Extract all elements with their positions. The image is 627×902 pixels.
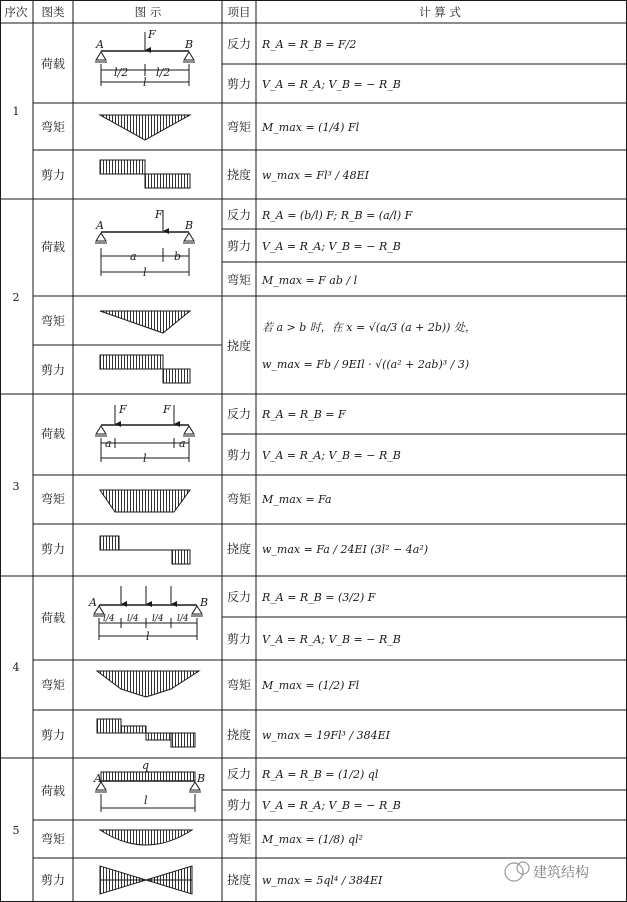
label-b-2: b <box>174 250 182 263</box>
seq-1: 1 <box>12 105 20 118</box>
formula-2-deflection: w_max = Fb / 9EIl · √((a² + 2ab)³ / 3) <box>262 358 470 371</box>
label-span-5: l <box>144 794 148 807</box>
diagram-5-shear <box>100 866 192 894</box>
watermark-text: 建筑结构 <box>533 865 589 881</box>
header-item: 项目 <box>227 5 251 19</box>
label-A: A <box>96 38 104 51</box>
item-deflection-2: 挠度 <box>226 339 252 353</box>
header-category: 图类 <box>41 5 65 19</box>
item-shear-1: 剪力 <box>226 77 252 91</box>
header-formula: 计 算 式 <box>419 5 461 19</box>
formula-3-deflection: w_max = Fa / 24EI (3l² − 4a²) <box>262 543 429 556</box>
formula-5-moment: M_max = (1/8) ql² <box>262 833 363 846</box>
seq-5: 5 <box>12 824 20 837</box>
seq-3: 3 <box>12 480 20 493</box>
seq-4: 4 <box>12 661 20 674</box>
label-B-2: B <box>185 219 194 232</box>
diagram-3-load <box>95 403 195 465</box>
item-shear-4: 剪力 <box>226 632 252 646</box>
diagram-5-moment <box>100 830 192 845</box>
formula-3-reaction: R_A = R_B = F <box>262 408 346 421</box>
header-diagram: 图 示 <box>134 5 162 19</box>
label-B-5: B <box>197 772 206 785</box>
sequence-numbers <box>13 105 20 837</box>
diagram-3-shear <box>100 536 190 564</box>
diagram-1-shear <box>100 160 190 188</box>
label-F: F <box>148 28 156 41</box>
label-q3-4: l/4 <box>152 614 164 624</box>
seq-2: 2 <box>12 291 20 304</box>
label-F1-3: F <box>119 403 127 416</box>
formula-2-deflection-condition: 若 a > b 时，在 x = √(a/3 (a + 2b)) 处， <box>262 321 476 334</box>
cat-shear-5: 剪力 <box>40 873 66 887</box>
cat-shear-4: 剪力 <box>40 728 66 742</box>
label-span: l <box>143 76 147 89</box>
category-labels <box>41 56 65 887</box>
item-deflection-5: 挠度 <box>226 873 252 887</box>
item-shear-5: 剪力 <box>226 798 252 812</box>
cat-load-5: 荷载 <box>40 784 66 798</box>
formula-5-deflection: w_max = 5ql⁴ / 384EI <box>262 874 383 887</box>
diagram-2-moment <box>100 311 190 333</box>
item-reaction-2: 反力 <box>226 208 252 222</box>
label-q4-4: l/4 <box>177 614 189 624</box>
item-shear-3: 剪力 <box>226 448 252 462</box>
item-reaction-3: 反力 <box>226 407 252 421</box>
item-moment-5: 弯矩 <box>226 832 252 846</box>
label-B: B <box>185 38 194 51</box>
item-shear-2: 剪力 <box>226 239 252 253</box>
item-deflection-1: 挠度 <box>226 168 252 182</box>
cat-shear-3: 剪力 <box>40 542 66 556</box>
label-span-4: l <box>146 630 150 643</box>
label-A-5: A <box>94 772 102 785</box>
item-reaction-5: 反力 <box>226 767 252 781</box>
cat-shear-1: 剪力 <box>40 168 66 182</box>
label-half-left: l/2 <box>114 66 129 79</box>
item-reaction-4: 反力 <box>226 590 252 604</box>
item-reaction-1: 反力 <box>226 37 252 51</box>
label-q-5: q <box>142 759 150 772</box>
formula-2-reaction: R_A = (b/l) F; R_B = (a/l) F <box>262 209 413 222</box>
item-moment-1: 弯矩 <box>226 120 252 134</box>
cat-load-1: 荷载 <box>40 57 66 71</box>
formula-2-moment: M_max = F ab / l <box>262 274 358 287</box>
cat-moment-2: 弯矩 <box>40 314 66 328</box>
diagram-1-load <box>95 28 195 89</box>
watermark <box>505 862 589 881</box>
cat-moment-5: 弯矩 <box>40 832 66 846</box>
cat-moment-3: 弯矩 <box>40 492 66 506</box>
label-B-4: B <box>200 596 209 609</box>
item-deflection-4: 挠度 <box>226 728 252 742</box>
formula-4-moment: M_max = (1/2) Fl <box>262 679 360 692</box>
formula-3-shear: V_A = R_A; V_B = − R_B <box>262 449 401 462</box>
diagram-2-shear <box>100 355 190 383</box>
formula-3-moment: M_max = Fa <box>262 493 332 506</box>
formula-4-shear: V_A = R_A; V_B = − R_B <box>262 633 401 646</box>
label-span-2: l <box>143 266 147 279</box>
diagram-1-moment <box>100 115 190 140</box>
formula-2-shear: V_A = R_A; V_B = − R_B <box>262 240 401 253</box>
label-F2-3: F <box>163 403 171 416</box>
formula-1-deflection: w_max = Fl³ / 48EI <box>262 169 369 182</box>
label-A-4: A <box>89 596 97 609</box>
formula-1-reaction: R_A = R_B = F/2 <box>262 38 357 51</box>
item-moment-3: 弯矩 <box>226 492 252 506</box>
cat-shear-2: 剪力 <box>40 363 66 377</box>
cat-moment-1: 弯矩 <box>40 120 66 134</box>
formulas <box>261 38 476 887</box>
formula-4-deflection: w_max = 19Fl³ / 384EI <box>262 729 390 742</box>
diagram-4-load <box>88 586 208 643</box>
label-span-3: l <box>143 452 147 465</box>
diagram-2-load <box>95 208 195 279</box>
label-a2-3: a <box>179 437 186 450</box>
diagram-5-load <box>93 759 205 812</box>
formula-5-shear: V_A = R_A; V_B = − R_B <box>262 799 401 812</box>
item-deflection-3: 挠度 <box>226 542 252 556</box>
label-a1-3: a <box>105 437 112 450</box>
formula-5-reaction: R_A = R_B = (1/2) ql <box>262 768 379 781</box>
cat-moment-4: 弯矩 <box>40 678 66 692</box>
label-half-right: l/2 <box>156 66 171 79</box>
formula-1-moment: M_max = (1/4) Fl <box>262 121 360 134</box>
label-a-2: a <box>130 250 137 263</box>
item-moment-2: 弯矩 <box>226 273 252 287</box>
diagram-4-shear <box>97 719 195 747</box>
formula-1-shear: V_A = R_A; V_B = − R_B <box>262 78 401 91</box>
cat-load-2: 荷载 <box>40 240 66 254</box>
diagram-3-moment <box>100 490 190 512</box>
label-q2-4: l/4 <box>127 614 139 624</box>
formula-4-reaction: R_A = R_B = (3/2) F <box>262 591 376 604</box>
label-A-2: A <box>96 219 104 232</box>
diagram-4-moment <box>97 671 199 697</box>
cat-load-3: 荷载 <box>40 427 66 441</box>
cat-load-4: 荷载 <box>40 611 66 625</box>
label-F-2: F <box>155 208 163 221</box>
label-q1-4: l/4 <box>103 614 115 624</box>
item-labels <box>227 36 251 887</box>
item-moment-4: 弯矩 <box>226 678 252 692</box>
header-seq: 序次 <box>4 5 28 19</box>
